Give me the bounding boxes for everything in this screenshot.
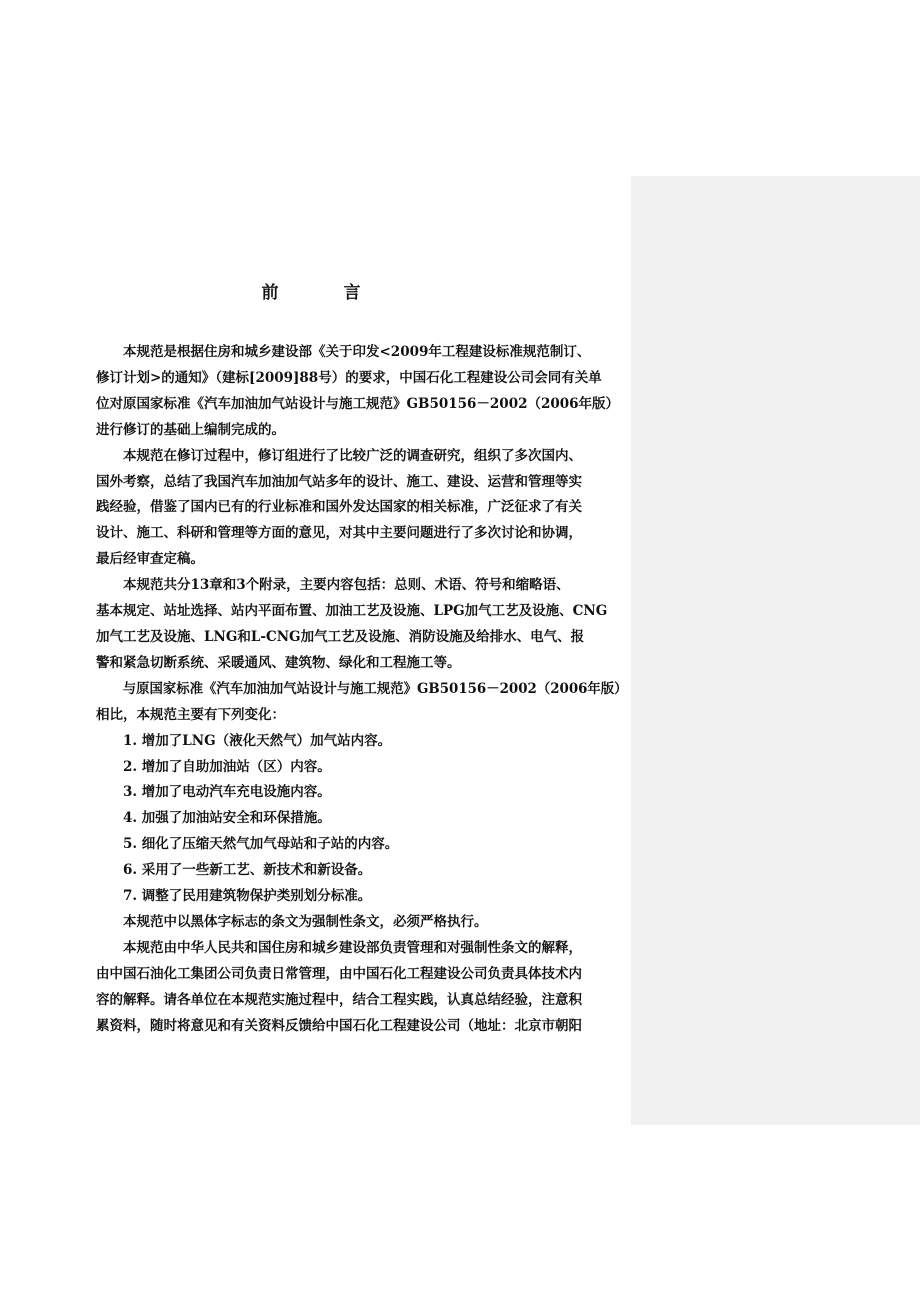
- text-line: 4. 加强了加油站安全和环保措施。: [123, 810, 331, 827]
- text-line: 修订计划>的通知》（建标[2009]88号）的要求，中国石化工程建设公司会同有关单: [96, 369, 602, 386]
- text-line: 加气工艺及设施、LNG和L-CNG加气工艺及设施、消防设施及给排水、电气、报: [96, 628, 585, 645]
- text-line: 位对原国家标准《汽车加油加气站设计与施工规范》GB50156－2002（2006年版）: [96, 395, 620, 412]
- text-line: 7. 调整了民用建筑物保护类别划分标准。: [123, 888, 372, 905]
- comment-margin-pane: [631, 176, 920, 1125]
- text-line: 由中国石油化工集团公司负责日常管理，由中国石化工程建设公司负责具体技术内: [96, 965, 582, 982]
- text-line: 本规范中以黑体字标志的条文为强制性条文，必须严格执行。: [123, 913, 488, 930]
- text-line: 2. 增加了自助加油站（区）内容。: [123, 758, 331, 775]
- text-line: 进行修订的基础上编制完成的。: [96, 421, 285, 438]
- text-line: 设计、施工、科研和管理等方面的意见，对其中主要问题进行了多次讨论和协调，: [96, 525, 582, 542]
- text-line: 践经验，借鉴了国内已有的行业标准和国外发达国家的相关标准，广泛征求了有关: [96, 499, 582, 516]
- text-line: 最后经审查定稿。: [96, 551, 204, 568]
- text-line: 警和紧急切断系统、采暖通风、建筑物、绿化和工程施工等。: [96, 654, 461, 671]
- page-title: 前 言: [261, 283, 385, 303]
- body-text: [96, 340, 628, 1039]
- text-line: 本规范在修订过程中，修订组进行了比较广泛的调查研究，组织了多次国内、: [123, 447, 582, 464]
- text-line: 1. 增加了LNG（液化天然气）加气站内容。: [123, 732, 392, 749]
- text-line: 累资料，随时将意见和有关资料反馈给中国石化工程建设公司（地址：北京市朝阳: [96, 1017, 582, 1034]
- text-line: 本规范共分13章和3个附录，主要内容包括：总则、术语、符号和缩略语、: [123, 577, 570, 594]
- text-line: 与原国家标准《汽车加油加气站设计与施工规范》GB50156－2002（2006年版）: [122, 680, 628, 697]
- text-line: 6. 采用了一些新工艺、新技术和新设备。: [123, 862, 372, 879]
- text-line: 相比，本规范主要有下列变化：: [96, 706, 285, 723]
- text-line: 5. 细化了压缩天然气加气母站和子站的内容。: [123, 836, 399, 853]
- text-line: 基本规定、站址选择、站内平面布置、加油工艺及设施、LPG加气工艺及设施、CNG: [96, 603, 608, 620]
- text-line: 容的解释。请各单位在本规范实施过程中，结合工程实践，认真总结经验，注意积: [96, 991, 582, 1008]
- text-line: 本规范是根据住房和城乡建设部《关于印发<2009年工程建设标准规范制订、: [123, 344, 591, 360]
- text-line: 本规范由中华人民共和国住房和城乡建设部负责管理和对强制性条文的解释，: [123, 939, 582, 956]
- text-line: 3. 增加了电动汽车充电设施内容。: [123, 784, 331, 801]
- text-line: 国外考察，总结了我国汽车加油加气站多年的设计、施工、建设、运营和管理等实: [96, 473, 582, 490]
